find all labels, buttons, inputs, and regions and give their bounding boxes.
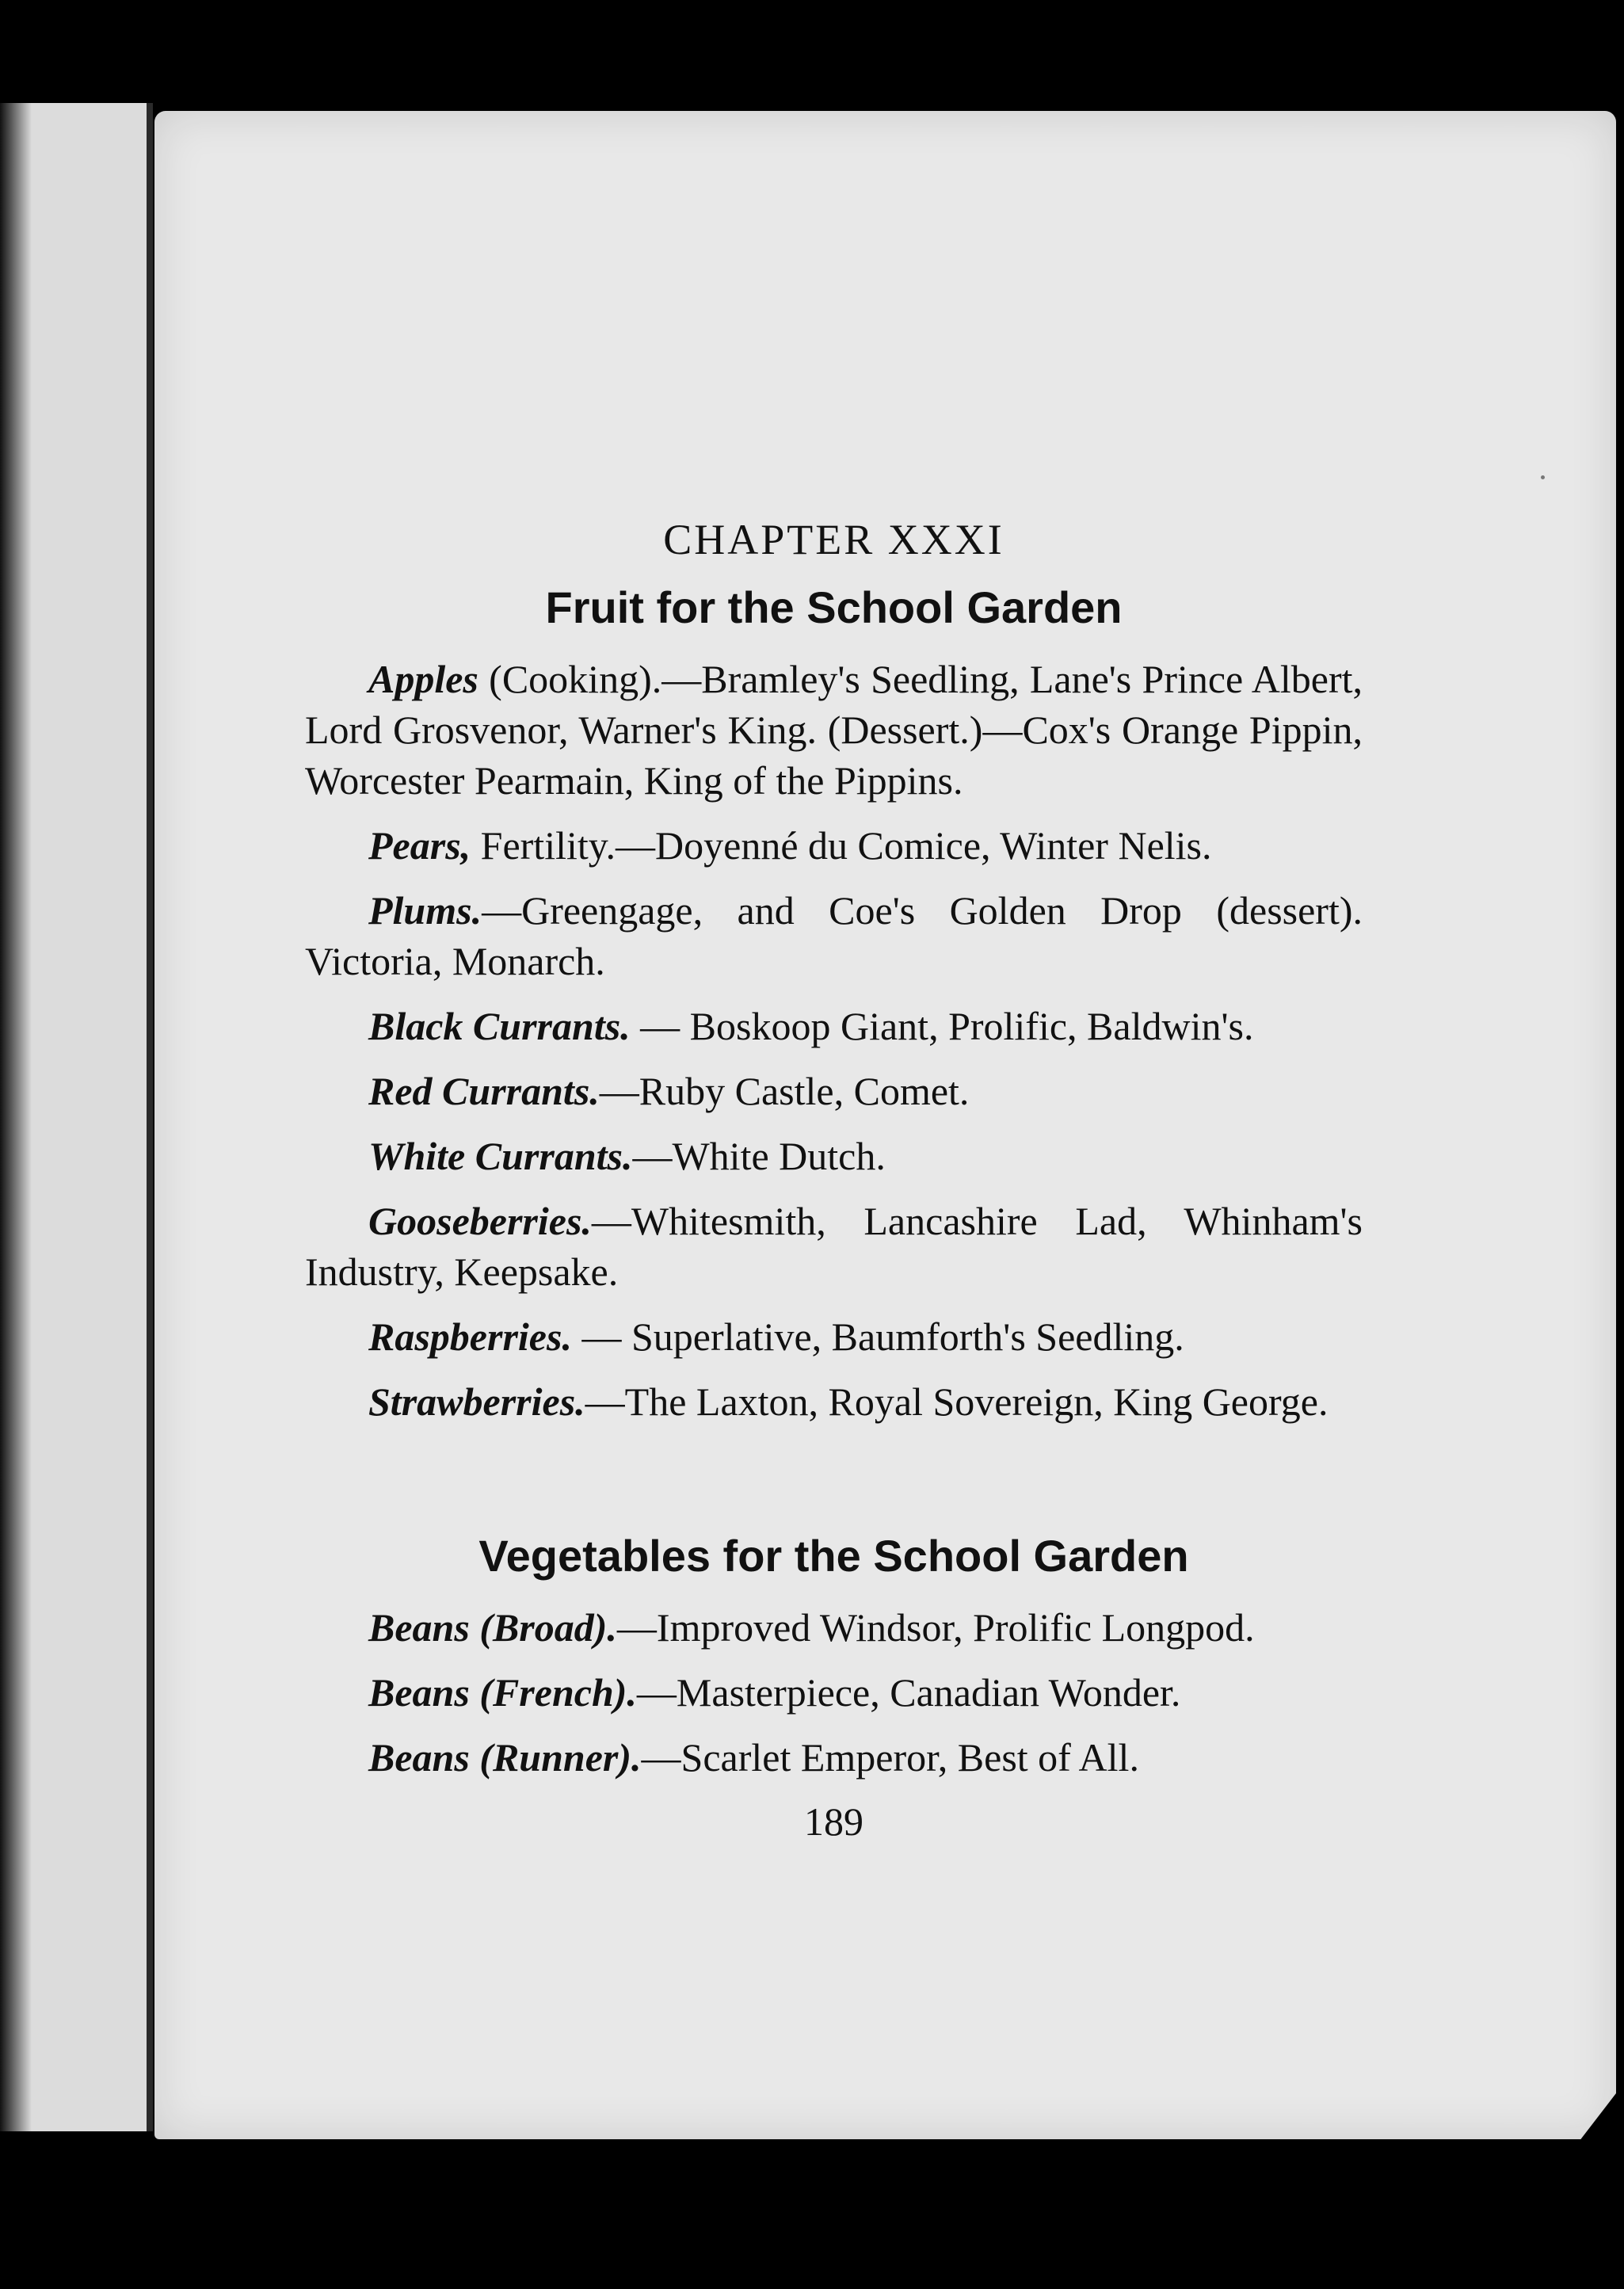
entry-varieties: White Dutch. [672,1134,886,1178]
entry-name: Beans (Runner). [368,1735,642,1780]
entry-varieties: Whitesmith, Lancashire Lad, Whinham's Industry, Keepsake. [305,1199,1363,1294]
vegetable-list [305,1602,1363,1783]
fruit-entry [305,1066,1363,1116]
vegetables-section-title: Vegetables for the School Garden [478,1531,1189,1581]
fruit-section-title: Fruit for the School Garden [545,582,1123,632]
entry-sep: — [482,888,522,933]
entry-sep: (Cooking).— [478,657,702,701]
entry-varieties: Improved Windsor, Prolific Longpod. [656,1605,1255,1650]
entry-name: Beans (French). [368,1670,637,1715]
fruit-entry [305,885,1363,986]
entry-varieties: Greengage, and Coe's Golden Drop (dessert). Victoria, Monarch. [305,888,1363,983]
entry-varieties: Bramley's Seedling, Lane's Prince Albert, Lord Grosvenor, Warner's King. (Dessert.)—Cox's Orange Pippin, Worcester Pearmain, King of the Pippins. [305,657,1363,803]
entry-sep: — [599,1069,639,1113]
entry-varieties: Superlative, Baumforth's Seedling. [631,1314,1184,1359]
gutter-shadow [0,103,32,2131]
fruit-entry [305,654,1363,806]
entry-varieties: Boskoop Giant, Prolific, Baldwin's. [689,1004,1254,1048]
vegetable-entry [305,1732,1363,1783]
fruit-entry [305,1376,1363,1427]
entry-sep: — [636,1670,677,1715]
page-content [305,515,1363,1845]
entry-name: Raspberries. [368,1314,572,1359]
entry-name: White Currants. [368,1134,633,1178]
entry-sep: — [616,1605,657,1650]
entry-name: Plums. [368,888,482,933]
torn-page-corner [1466,2083,1624,2289]
page-number: 189 [804,1799,863,1844]
fruit-entry [305,820,1363,871]
fruit-entry [305,1001,1363,1051]
fruit-entry [305,1131,1363,1181]
fruit-entry [305,1196,1363,1297]
book-page [154,111,1616,2139]
paper-speck [1541,475,1545,479]
entry-name: Pears, [368,823,471,868]
entry-sep: — [641,1735,681,1780]
entry-sep: — [571,1314,631,1359]
entry-name: Red Currants. [368,1069,600,1113]
entry-name: Gooseberries. [368,1199,592,1243]
entry-name: Beans (Broad). [368,1605,617,1650]
entry-name: Black Currants. [368,1004,631,1048]
fruit-list [305,654,1363,1427]
entry-varieties: Ruby Castle, Comet. [639,1069,970,1113]
entry-sep: — [585,1379,625,1424]
entry-name: Strawberries. [368,1379,585,1424]
entry-varieties: The Laxton, Royal Sovereign, King George. [624,1379,1329,1424]
entry-sep: Fertility.— [471,823,656,868]
entry-sep: — [591,1199,631,1243]
entry-varieties: Doyenné du Comice, Winter Nelis. [655,823,1212,868]
chapter-heading: CHAPTER XXXI [663,516,1005,563]
fruit-entry [305,1311,1363,1362]
entry-sep: — [630,1004,690,1048]
entry-varieties: Masterpiece, Canadian Wonder. [676,1670,1181,1715]
entry-sep: — [632,1134,673,1178]
entry-varieties: Scarlet Emperor, Best of All. [680,1735,1139,1780]
entry-name: Apples [368,657,478,701]
vegetable-entry [305,1602,1363,1653]
vegetable-entry [305,1667,1363,1718]
